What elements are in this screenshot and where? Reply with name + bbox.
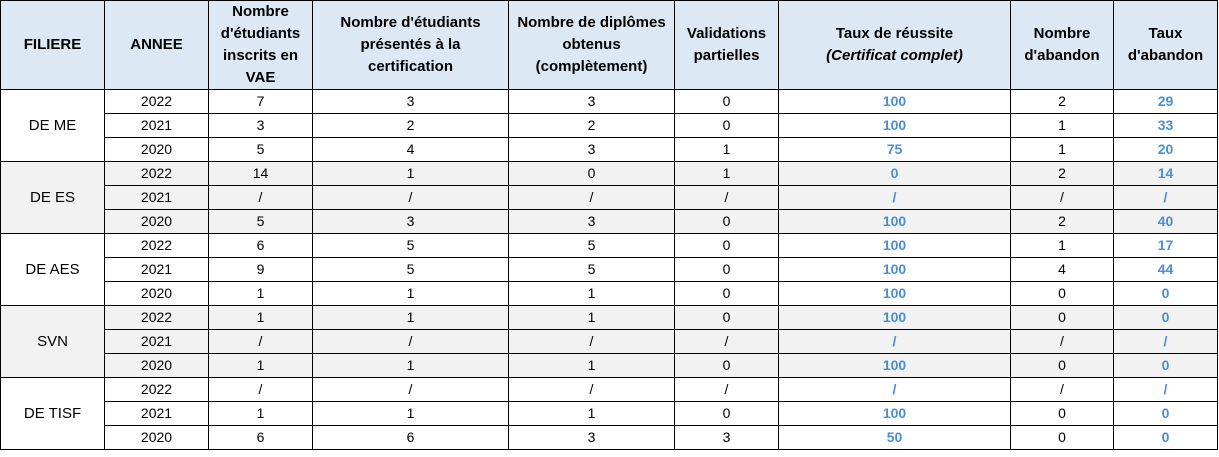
table-cell: / — [779, 186, 1011, 210]
col-header-taux-reussite: Taux de réussite (Certificat complet) — [779, 1, 1011, 90]
col-header-taux-abandon: Taux d'abandon — [1114, 1, 1218, 90]
table-cell: 1 — [509, 354, 675, 378]
table-row — [1, 402, 1218, 426]
table-cell: 3 — [509, 90, 675, 114]
table-cell: / — [675, 186, 779, 210]
table-cell: 3 — [509, 210, 675, 234]
table-cell: 100 — [779, 234, 1011, 258]
table-cell: 1 — [509, 402, 675, 426]
table-cell: / — [209, 186, 313, 210]
table-cell: 2022 — [105, 306, 209, 330]
table-cell: / — [209, 378, 313, 402]
table-cell: 1 — [209, 306, 313, 330]
table-cell: / — [509, 186, 675, 210]
table-cell: 0 — [1114, 354, 1218, 378]
table-cell: 2 — [1011, 210, 1114, 234]
table-cell: / — [675, 330, 779, 354]
table-cell: 100 — [779, 354, 1011, 378]
table-cell: 1 — [313, 354, 509, 378]
table-cell: 14 — [209, 162, 313, 186]
table-cell: 40 — [1114, 210, 1218, 234]
table-cell: 0 — [675, 354, 779, 378]
table-cell: 100 — [779, 258, 1011, 282]
table-cell: 2022 — [105, 162, 209, 186]
table-cell: 3 — [509, 426, 675, 450]
table-cell: 5 — [313, 258, 509, 282]
table-cell: 1 — [1011, 114, 1114, 138]
table-cell: 2 — [313, 114, 509, 138]
table-cell: 0 — [675, 282, 779, 306]
table-row — [1, 258, 1218, 282]
table-cell: 50 — [779, 426, 1011, 450]
table-body — [1, 90, 1218, 450]
table-cell: / — [779, 330, 1011, 354]
table-cell: 2020 — [105, 138, 209, 162]
table-cell: 1 — [1011, 138, 1114, 162]
table-cell: 0 — [1114, 402, 1218, 426]
table-row — [1, 210, 1218, 234]
table-cell: 1 — [509, 306, 675, 330]
table-cell: 2021 — [105, 114, 209, 138]
table-cell: 0 — [675, 210, 779, 234]
col-header-annee: ANNEE — [105, 1, 209, 90]
table-cell: / — [313, 330, 509, 354]
table-cell: 1 — [509, 282, 675, 306]
table-cell: 4 — [313, 138, 509, 162]
table-cell: 0 — [675, 402, 779, 426]
table-cell: 100 — [779, 90, 1011, 114]
table-cell: 0 — [1114, 426, 1218, 450]
table-cell: 0 — [675, 234, 779, 258]
table-row — [1, 426, 1218, 450]
table-cell: 0 — [1011, 426, 1114, 450]
table-cell: 0 — [1011, 402, 1114, 426]
table-cell: 6 — [313, 426, 509, 450]
table-cell: / — [1114, 186, 1218, 210]
table-cell: 3 — [313, 210, 509, 234]
table-cell: 1 — [313, 306, 509, 330]
col-header-diplomes: Nombre de diplômes obtenus (complètement) — [509, 1, 675, 90]
table-row — [1, 378, 1218, 402]
table-cell: 2 — [509, 114, 675, 138]
table-cell: 44 — [1114, 258, 1218, 282]
table-cell: 2022 — [105, 90, 209, 114]
table-cell: 1 — [313, 162, 509, 186]
table-cell: 0 — [1011, 306, 1114, 330]
col-header-abandon: Nombre d'abandon — [1011, 1, 1114, 90]
table-cell: 5 — [509, 234, 675, 258]
table-cell: 100 — [779, 402, 1011, 426]
table-cell: 0 — [1114, 306, 1218, 330]
table-row — [1, 114, 1218, 138]
col-header-inscrits: Nombre d'étudiants inscrits en VAE — [209, 1, 313, 90]
table-cell: 6 — [209, 426, 313, 450]
table-cell: 9 — [209, 258, 313, 282]
table-row — [1, 282, 1218, 306]
filiere-cell: DE TISF — [1, 378, 105, 450]
table-cell: 0 — [1114, 282, 1218, 306]
table-cell: 17 — [1114, 234, 1218, 258]
table-cell: 14 — [1114, 162, 1218, 186]
table-cell: 5 — [209, 138, 313, 162]
table-cell: 0 — [1011, 282, 1114, 306]
table-cell: 0 — [675, 306, 779, 330]
table-cell: 1 — [313, 402, 509, 426]
table-cell: 20 — [1114, 138, 1218, 162]
table-cell: 3 — [209, 114, 313, 138]
filiere-cell: DE ES — [1, 162, 105, 234]
table-cell: / — [509, 330, 675, 354]
table-cell: 1 — [209, 282, 313, 306]
table-cell: / — [509, 378, 675, 402]
table-row — [1, 354, 1218, 378]
table-cell: 100 — [779, 306, 1011, 330]
table-cell: 2020 — [105, 282, 209, 306]
table-cell: 75 — [779, 138, 1011, 162]
table-cell: 100 — [779, 114, 1011, 138]
table-cell: / — [1011, 378, 1114, 402]
col-header-presentes: Nombre d'étudiants présentés à la certification — [313, 1, 509, 90]
table-cell: 1 — [209, 354, 313, 378]
table-row — [1, 138, 1218, 162]
table-cell: 100 — [779, 210, 1011, 234]
table-row — [1, 162, 1218, 186]
table-cell: 5 — [209, 210, 313, 234]
table-row — [1, 306, 1218, 330]
table-cell: 1 — [675, 162, 779, 186]
filiere-cell: DE ME — [1, 90, 105, 162]
table-cell: / — [209, 330, 313, 354]
table-cell: 1 — [1011, 234, 1114, 258]
table-cell: 0 — [675, 258, 779, 282]
table-cell: 2 — [1011, 162, 1114, 186]
table-cell: 2021 — [105, 402, 209, 426]
table-cell: 3 — [313, 90, 509, 114]
table-row — [1, 234, 1218, 258]
table-cell: / — [779, 378, 1011, 402]
table-cell: 0 — [675, 114, 779, 138]
table-cell: 1 — [313, 282, 509, 306]
table-cell: 1 — [675, 138, 779, 162]
header-row — [1, 1, 1218, 90]
table-row — [1, 90, 1218, 114]
table-cell: 3 — [509, 138, 675, 162]
table-cell: / — [1114, 330, 1218, 354]
table-cell: 2021 — [105, 258, 209, 282]
table-cell: 33 — [1114, 114, 1218, 138]
col-header-validations: Validations partielles — [675, 1, 779, 90]
table-cell: / — [313, 378, 509, 402]
table-cell: 2022 — [105, 234, 209, 258]
table-cell: 2020 — [105, 210, 209, 234]
table-cell: 0 — [675, 90, 779, 114]
filiere-cell: DE AES — [1, 234, 105, 306]
table-cell: 5 — [509, 258, 675, 282]
table-cell: / — [675, 378, 779, 402]
table-cell: 2021 — [105, 186, 209, 210]
table-cell: / — [1011, 330, 1114, 354]
table-cell: 3 — [675, 426, 779, 450]
table-cell: 6 — [209, 234, 313, 258]
col-header-filiere: FILIERE — [1, 1, 105, 90]
table-cell: / — [1114, 378, 1218, 402]
table-cell: 0 — [779, 162, 1011, 186]
table-cell: 1 — [209, 402, 313, 426]
filiere-cell: SVN — [1, 306, 105, 378]
table-cell: 29 — [1114, 90, 1218, 114]
table-cell: 2022 — [105, 378, 209, 402]
table-cell: 2020 — [105, 354, 209, 378]
table-cell: 2020 — [105, 426, 209, 450]
table-cell: / — [1011, 186, 1114, 210]
table-cell: 4 — [1011, 258, 1114, 282]
table-cell: 100 — [779, 282, 1011, 306]
table-cell: 2 — [1011, 90, 1114, 114]
table-cell: 7 — [209, 90, 313, 114]
table-row — [1, 330, 1218, 354]
table-cell: 5 — [313, 234, 509, 258]
table-cell: / — [313, 186, 509, 210]
table-cell: 2021 — [105, 330, 209, 354]
table-cell: 0 — [1011, 354, 1114, 378]
table-row — [1, 186, 1218, 210]
table-cell: 0 — [509, 162, 675, 186]
